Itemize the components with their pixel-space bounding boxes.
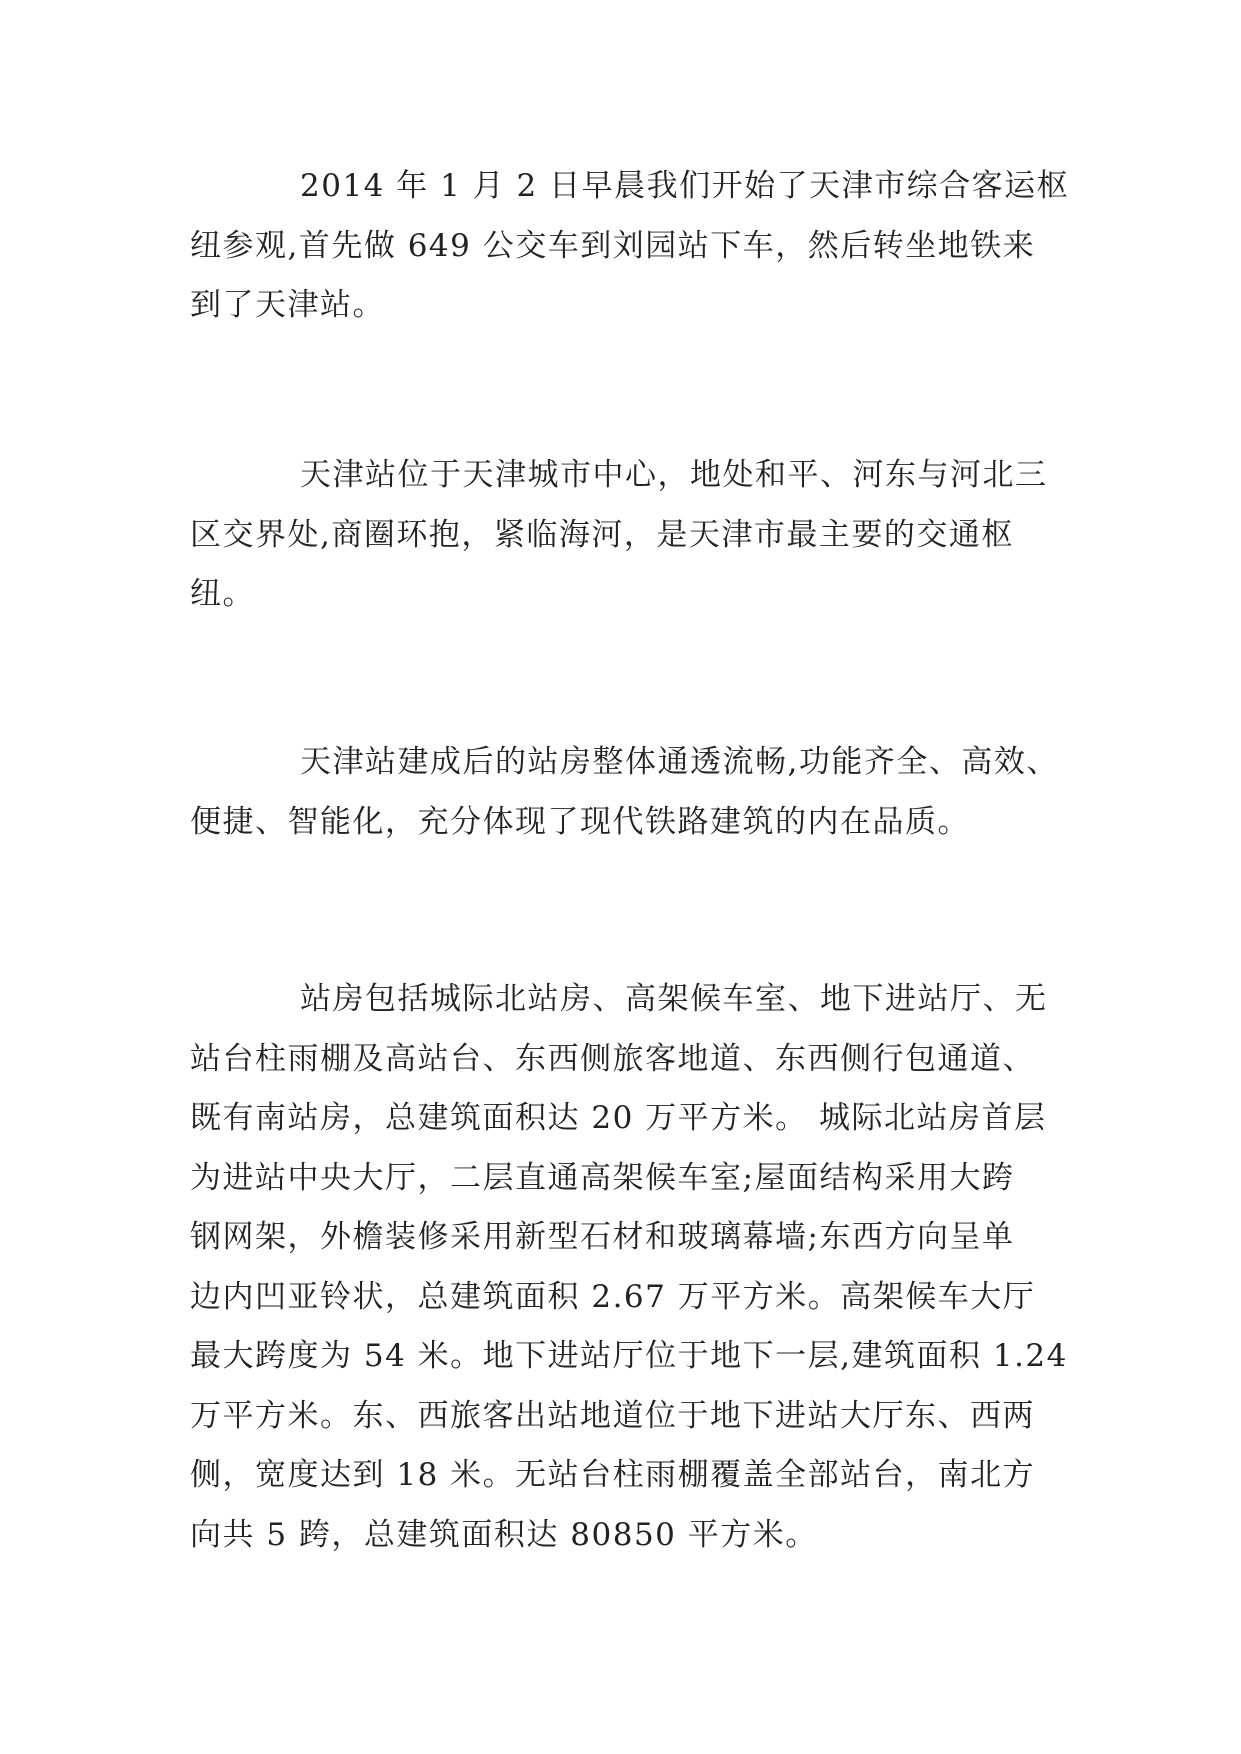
paragraph-line: 最大跨度为 54 米。地下进站厅位于地下一层,建筑面积 1.24 — [190, 1338, 1068, 1374]
paragraph-line: 纽。 — [190, 576, 255, 612]
paragraph-line: 万平方米。东、西旅客出站地道位于地下进站大厅东、西两 — [190, 1397, 1035, 1434]
paragraph-station-quality — [190, 733, 1066, 852]
paragraph-line: 纽参观,首先做 649 公交车到刘园站下车，然后转坐地铁来 — [190, 227, 1036, 264]
paragraph-line: 便捷、智能化，充分体现了现代铁路建筑的内在品质。 — [190, 803, 970, 840]
paragraph-line: 侧，宽度达到 18 米。无站台柱雨棚覆盖全部站台，南北方 — [190, 1457, 1036, 1493]
paragraph-station-buildings — [190, 970, 1066, 1565]
paragraph-line: 区交界处,商圈环抱，紧临海河，是天津市最主要的交通枢 — [190, 516, 1014, 553]
paragraph-line: 2014 年 1 月 2 日早晨我们开始了天津市综合客运枢 — [300, 168, 1070, 204]
paragraph-line: 天津站位于天津城市中心，地处和平、河东与河北三 — [300, 457, 1048, 493]
paragraph-line: 向共 5 跨，总建筑面积达 80850 平方米。 — [190, 1516, 818, 1553]
paragraph-line: 钢网架，外檐装修采用新型石材和玻璃幕墙;东西方向呈单 — [190, 1219, 1015, 1255]
paragraph-line: 站台柱雨棚及高站台、东西侧旅客地道、东西侧行包通道、 — [190, 1040, 1035, 1077]
paragraph-line: 既有南站房，总建筑面积达 20 万平方米。 城际北站房首层 — [190, 1100, 1047, 1136]
paragraph-line: 边内凹亚铃状，总建筑面积 2.67 万平方米。高架候车大厅 — [190, 1278, 1036, 1315]
paragraph-line: 天津站建成后的站房整体通透流畅,功能齐全、高效、 — [300, 744, 1059, 780]
paragraph-line: 站房包括城际北站房、高架候车室、地下进站厅、无 — [300, 981, 1048, 1017]
paragraph-line: 为进站中央大厅，二层直通高架候车室;屋面结构采用大跨 — [190, 1159, 1015, 1196]
paragraph-line: 到了天津站。 — [190, 287, 385, 323]
paragraph-visit-start — [190, 157, 1070, 336]
paragraph-station-location — [190, 446, 1066, 625]
